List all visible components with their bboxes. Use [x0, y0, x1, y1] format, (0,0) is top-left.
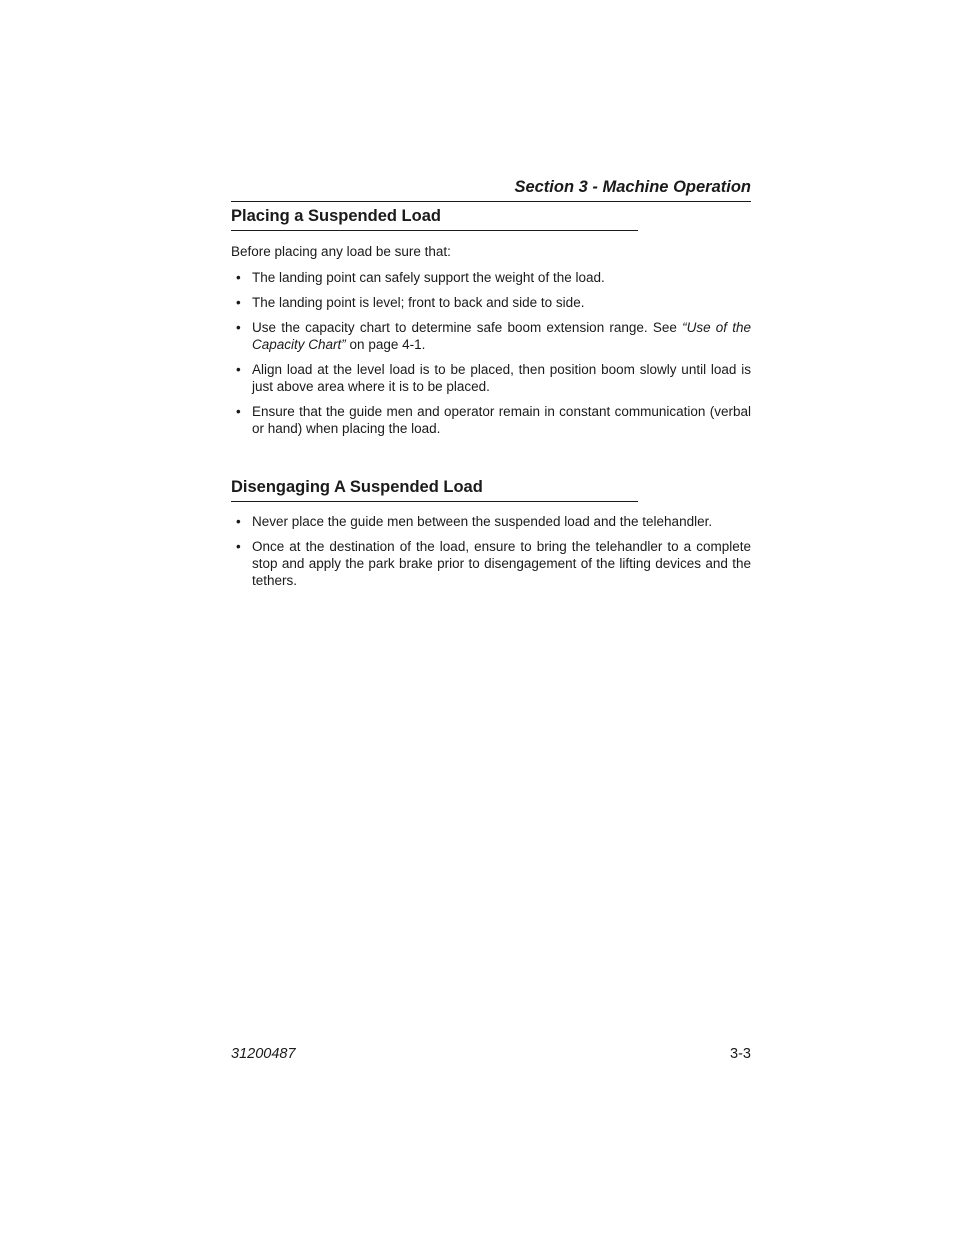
page-number: 3-3: [730, 1046, 751, 1062]
list-item: [231, 403, 751, 437]
list-item: [231, 319, 751, 353]
list-item-text: The landing point can safely support the weight of the load.: [252, 270, 605, 285]
list-item-text: Align load at the level load is to be placed, then position boom slowly until load is just above area where it is to be placed.: [252, 362, 751, 394]
placing-intro: Before placing any load be sure that:: [231, 244, 451, 259]
section-header: Section 3 - Machine Operation: [231, 177, 751, 202]
list-item: [231, 513, 751, 530]
bullet-icon: •: [236, 539, 241, 554]
list-item-text: Use the capacity chart to determine safe boom extension range. See: [252, 320, 683, 335]
bullet-icon: •: [236, 362, 241, 377]
list-item-text: Ensure that the guide men and operator remain in constant communication (verbal or hand) when placing the load.: [252, 404, 751, 436]
bullet-icon: •: [236, 320, 241, 335]
capacity-chart-reference: “Use of the Capacity Chart”: [252, 320, 751, 352]
list-item: [231, 294, 751, 311]
bullet-icon: •: [236, 270, 241, 285]
list-item: [231, 538, 751, 589]
bullet-icon: •: [236, 404, 241, 419]
placing-section-title: Placing a Suspended Load: [231, 206, 638, 231]
list-item-text: Never place the guide men between the suspended load and the telehandler.: [252, 514, 713, 529]
list-item-text: Once at the destination of the load, ensure to bring the telehandler to a complete stop and apply the park brake prior to disengagement of the lifting devices and the tethers.: [252, 539, 751, 588]
disengaging-section-title: Disengaging A Suspended Load: [231, 477, 638, 502]
list-item: [231, 269, 751, 286]
list-item: [231, 361, 751, 395]
list-item-text: The landing point is level; front to back and side to side.: [252, 295, 585, 310]
list-item-text: on page 4-1.: [345, 337, 426, 352]
document-number: 31200487: [231, 1046, 296, 1062]
disengaging-bullet-list: [231, 513, 751, 597]
bullet-icon: •: [236, 514, 241, 529]
bullet-icon: •: [236, 295, 241, 310]
placing-bullet-list: [231, 269, 751, 445]
